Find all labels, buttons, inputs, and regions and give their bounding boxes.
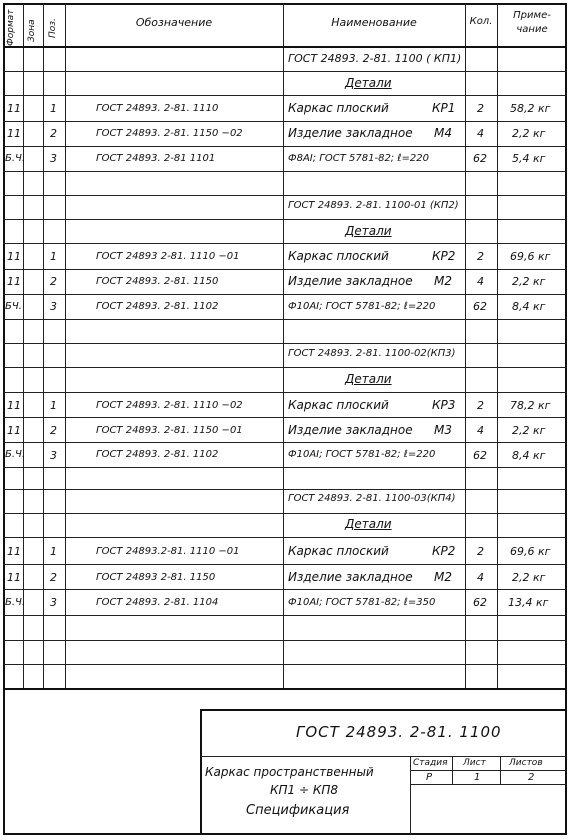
row-qty: 2 [477, 399, 484, 412]
row-line [3, 121, 567, 122]
row-designation: ГОСТ 24893. 2-81. 1102 [96, 449, 219, 460]
stamp-sheets-value: 2 [528, 772, 535, 783]
header-pos: Поз. [48, 18, 58, 38]
row-note: 69,6 кг [510, 250, 551, 263]
table-bottom-line [3, 688, 567, 690]
row-mark: КР2 [432, 249, 456, 263]
row-qty: 62 [473, 152, 487, 165]
row-format: Б.Ч. [5, 153, 26, 164]
row-mark: КР2 [432, 544, 456, 558]
header-bottom-line [3, 46, 567, 48]
row-line [3, 513, 567, 514]
header-designation: Обозначение [135, 16, 213, 29]
row-mark: М2 [434, 274, 452, 288]
row-format: 11 [7, 545, 21, 558]
header-qty: Кол. [469, 16, 493, 27]
row-designation: ГОСТ 24893. 2-81. 1150 −02 [96, 128, 243, 139]
row-pos: 3 [50, 300, 57, 313]
row-mark: КР3 [432, 398, 456, 412]
row-format: 11 [7, 275, 21, 288]
row-pos: 1 [50, 250, 57, 263]
row-name: Ф10AI; ГОСТ 5781-82; ℓ=220 [288, 449, 436, 460]
stamp-sheet-label: Лист [463, 758, 486, 768]
row-format: Б.Ч. [5, 449, 26, 460]
row-mark: М3 [434, 423, 452, 437]
header-note-line1: Приме- [513, 10, 551, 21]
row-designation: ГОСТ 24893 2-81. 1150 [96, 572, 216, 583]
row-pos: 2 [50, 571, 57, 584]
group-section-title: Детали [345, 224, 392, 238]
row-designation: ГОСТ 24893.2-81. 1110 −01 [96, 546, 240, 557]
row-note: 2,2 кг [512, 424, 546, 437]
row-format: 11 [7, 399, 21, 412]
row-name: Каркас плоский [288, 249, 389, 263]
stamp-stage-value: Р [426, 772, 433, 783]
row-line [3, 146, 567, 147]
row-format: 11 [7, 571, 21, 584]
row-designation: ГОСТ 24893. 2-81. 1104 [96, 597, 219, 608]
col-line-format [23, 3, 24, 688]
row-name: Каркас плоский [288, 398, 389, 412]
row-line [3, 615, 567, 616]
row-name: Ф8AI; ГОСТ 5781-82; ℓ=220 [288, 153, 429, 164]
stamp-title-line1: Каркас пространственный [205, 765, 374, 779]
row-qty: 4 [477, 571, 484, 584]
group-doc-title: ГОСТ 24893. 2-81. 1100 ( КП1) [288, 52, 462, 65]
row-format: БЧ. [5, 301, 22, 312]
row-line [3, 664, 567, 665]
row-format: 11 [7, 424, 21, 437]
stamp-sheets-label: Листов [509, 758, 543, 768]
stamp-document-code: ГОСТ 24893. 2-81. 1100 [296, 723, 502, 741]
row-note: 13,4 кг [508, 596, 549, 609]
row-pos: 3 [50, 596, 57, 609]
row-designation: ГОСТ 24893. 2-81 1101 [96, 153, 216, 164]
row-pos: 2 [50, 424, 57, 437]
row-note: 69,6 кг [510, 545, 551, 558]
row-line [3, 195, 567, 196]
stamp-sheet-value: 1 [474, 772, 481, 783]
group-doc-title: ГОСТ 24893. 2-81. 1100-01 (КП2) [288, 200, 459, 211]
row-line [3, 343, 567, 344]
stamp-title-line2: КП1 ÷ КП8 [270, 783, 339, 797]
row-pos: 1 [50, 545, 57, 558]
row-line [3, 392, 567, 393]
row-format: 11 [7, 127, 21, 140]
row-line [3, 417, 567, 418]
col-line-designation [283, 3, 284, 688]
row-qty: 2 [477, 102, 484, 115]
row-qty: 62 [473, 300, 487, 313]
row-qty: 4 [477, 424, 484, 437]
group-section-title: Детали [345, 76, 392, 90]
col-line-zone [43, 3, 44, 688]
stamp-left-border [200, 709, 202, 835]
row-pos: 2 [50, 127, 57, 140]
stamp-stage-line [452, 756, 453, 784]
row-note: 78,2 кг [510, 399, 551, 412]
col-line-pos [65, 3, 66, 688]
header-note-line2: чание [516, 24, 548, 35]
row-designation: ГОСТ 24893. 2-81. 1110 [96, 103, 219, 114]
row-pos: 3 [50, 449, 57, 462]
row-qty: 62 [473, 596, 487, 609]
row-line [3, 95, 567, 96]
row-note: 2,2 кг [512, 275, 546, 288]
row-line [3, 489, 567, 490]
row-line [3, 171, 567, 172]
stamp-value-line [410, 784, 567, 785]
group-section-title: Детали [345, 517, 392, 531]
stamp-top-border [200, 709, 567, 711]
row-mark: М4 [434, 126, 452, 140]
row-name: Изделие закладное [288, 570, 413, 584]
row-qty: 2 [477, 250, 484, 263]
row-pos: 1 [50, 102, 57, 115]
row-designation: ГОСТ 24893. 2-81. 1150 −01 [96, 425, 243, 436]
row-note: 8,4 кг [512, 449, 546, 462]
row-pos: 2 [50, 275, 57, 288]
row-line [3, 71, 567, 72]
col-line-name [465, 3, 466, 688]
group-section-title: Детали [345, 372, 392, 386]
group-doc-title: ГОСТ 24893. 2-81. 1100-03(КП4) [288, 493, 456, 504]
row-line [3, 442, 567, 443]
row-line [3, 243, 567, 244]
header-zone: Зона [27, 19, 37, 42]
row-format: 11 [7, 102, 21, 115]
group-doc-title: ГОСТ 24893. 2-81. 1100-02(КП3) [288, 348, 456, 359]
row-pos: 3 [50, 152, 57, 165]
row-name: Ф10AI; ГОСТ 5781-82; ℓ=220 [288, 301, 436, 312]
row-note: 58,2 кг [510, 102, 551, 115]
header-format: Формат [6, 9, 16, 46]
row-note: 2,2 кг [512, 571, 546, 584]
col-line-qty [497, 3, 498, 688]
row-name: Изделие закладное [288, 423, 413, 437]
row-line [3, 367, 567, 368]
row-qty: 2 [477, 545, 484, 558]
row-note: 2,2 кг [512, 127, 546, 140]
row-format: Б.Ч. [5, 597, 26, 608]
stamp-info-line [410, 756, 411, 835]
row-name: Изделие закладное [288, 126, 413, 140]
row-line [3, 219, 567, 220]
row-qty: 4 [477, 127, 484, 140]
row-line [3, 589, 567, 590]
header-name: Наименование [331, 16, 417, 29]
row-line [3, 269, 567, 270]
row-designation: ГОСТ 24893. 2-81. 1110 −02 [96, 400, 243, 411]
row-note: 8,4 кг [512, 300, 546, 313]
row-name: Каркас плоский [288, 544, 389, 558]
row-pos: 1 [50, 399, 57, 412]
row-mark: М2 [434, 570, 452, 584]
row-line [3, 564, 567, 565]
row-qty: 4 [477, 275, 484, 288]
row-line [3, 294, 567, 295]
row-mark: КР1 [432, 101, 456, 115]
stamp-sheet-line [500, 756, 501, 784]
stamp-stage-label: Стадия [413, 758, 448, 768]
row-line [3, 319, 567, 320]
row-designation: ГОСТ 24893. 2-81. 1102 [96, 301, 219, 312]
row-format: 11 [7, 250, 21, 263]
row-designation: ГОСТ 24893 2-81. 1110 −01 [96, 251, 240, 262]
row-designation: ГОСТ 24893. 2-81. 1150 [96, 276, 219, 287]
stamp-label-line [410, 770, 567, 771]
row-name: Ф10AI; ГОСТ 5781-82; ℓ=350 [288, 597, 436, 608]
row-line [3, 467, 567, 468]
row-note: 5,4 кг [512, 152, 546, 165]
stamp-title-line3: Спецификация [246, 803, 350, 818]
stamp-code-line [200, 756, 567, 757]
row-line [3, 640, 567, 641]
row-qty: 62 [473, 449, 487, 462]
row-name: Изделие закладное [288, 274, 413, 288]
row-name: Каркас плоский [288, 101, 389, 115]
row-line [3, 537, 567, 538]
